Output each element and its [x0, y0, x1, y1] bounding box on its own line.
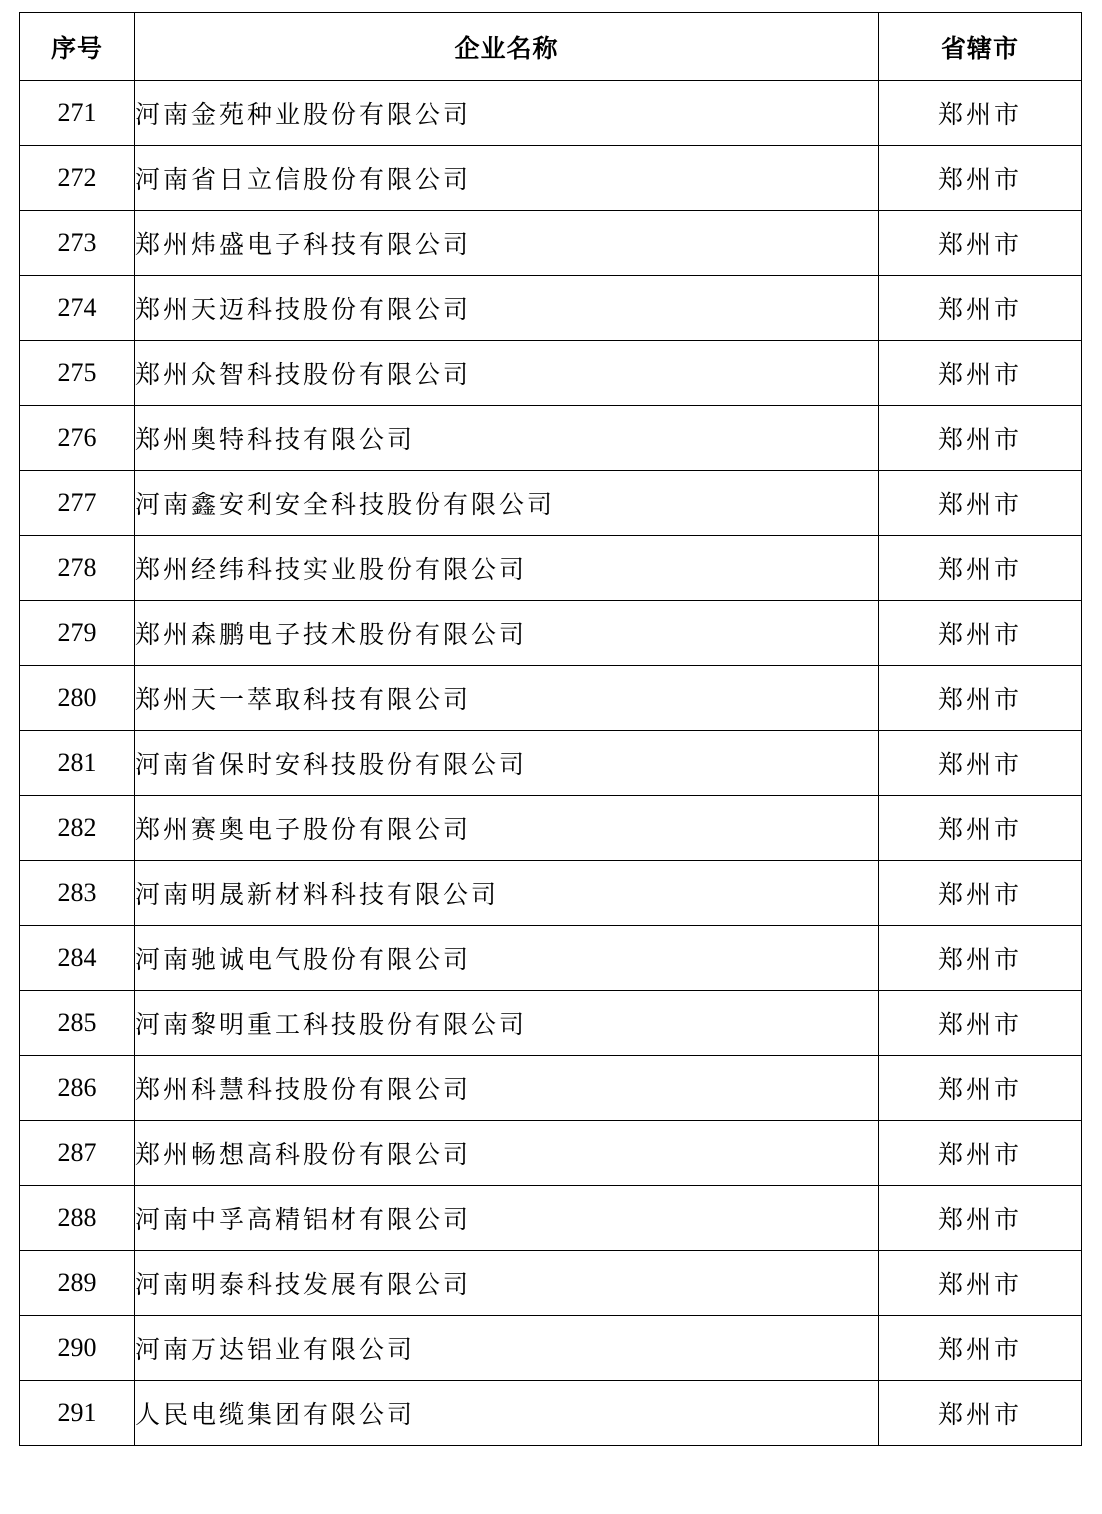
row-index: 289 — [20, 1251, 135, 1316]
row-enterprise-name: 郑州众智科技股份有限公司 — [135, 341, 879, 406]
table-header — [20, 13, 1082, 81]
row-index: 288 — [20, 1186, 135, 1251]
header-enterprise-name: 企业名称 — [135, 13, 879, 81]
row-city: 郑州市 — [879, 146, 1082, 211]
row-city: 郑州市 — [879, 601, 1082, 666]
table-row — [20, 536, 1082, 601]
row-enterprise-name: 郑州天迈科技股份有限公司 — [135, 276, 879, 341]
row-index: 271 — [20, 81, 135, 146]
row-index: 278 — [20, 536, 135, 601]
table-row — [20, 926, 1082, 991]
row-index: 290 — [20, 1316, 135, 1381]
table-row — [20, 1381, 1082, 1446]
row-city: 郑州市 — [879, 1251, 1082, 1316]
row-enterprise-name: 河南万达铝业有限公司 — [135, 1316, 879, 1381]
row-index: 291 — [20, 1381, 135, 1446]
row-enterprise-name: 河南中孚高精铝材有限公司 — [135, 1186, 879, 1251]
row-enterprise-name: 郑州赛奥电子股份有限公司 — [135, 796, 879, 861]
table-row — [20, 1056, 1082, 1121]
table-row — [20, 861, 1082, 926]
row-index: 272 — [20, 146, 135, 211]
row-city: 郑州市 — [879, 211, 1082, 276]
table-row — [20, 81, 1082, 146]
row-enterprise-name: 郑州经纬科技实业股份有限公司 — [135, 536, 879, 601]
row-city: 郑州市 — [879, 276, 1082, 341]
row-enterprise-name: 河南金苑种业股份有限公司 — [135, 81, 879, 146]
row-city: 郑州市 — [879, 731, 1082, 796]
row-enterprise-name: 人民电缆集团有限公司 — [135, 1381, 879, 1446]
row-enterprise-name: 河南明晟新材料科技有限公司 — [135, 861, 879, 926]
row-city: 郑州市 — [879, 341, 1082, 406]
row-enterprise-name: 河南省日立信股份有限公司 — [135, 146, 879, 211]
row-index: 273 — [20, 211, 135, 276]
row-index: 276 — [20, 406, 135, 471]
table-row — [20, 991, 1082, 1056]
table-row — [20, 471, 1082, 536]
table-row — [20, 796, 1082, 861]
row-index: 280 — [20, 666, 135, 731]
row-index: 282 — [20, 796, 135, 861]
row-enterprise-name: 河南黎明重工科技股份有限公司 — [135, 991, 879, 1056]
table-row — [20, 146, 1082, 211]
table-row — [20, 341, 1082, 406]
row-index: 274 — [20, 276, 135, 341]
table-row — [20, 601, 1082, 666]
table-row — [20, 211, 1082, 276]
table-row — [20, 276, 1082, 341]
row-city: 郑州市 — [879, 1056, 1082, 1121]
row-city: 郑州市 — [879, 861, 1082, 926]
row-city: 郑州市 — [879, 1381, 1082, 1446]
row-enterprise-name: 河南明泰科技发展有限公司 — [135, 1251, 879, 1316]
table-row — [20, 666, 1082, 731]
table-body — [20, 81, 1082, 1446]
row-enterprise-name: 郑州畅想高科股份有限公司 — [135, 1121, 879, 1186]
row-enterprise-name: 河南鑫安利安全科技股份有限公司 — [135, 471, 879, 536]
row-enterprise-name: 郑州天一萃取科技有限公司 — [135, 666, 879, 731]
row-index: 284 — [20, 926, 135, 991]
row-index: 287 — [20, 1121, 135, 1186]
row-city: 郑州市 — [879, 991, 1082, 1056]
row-enterprise-name: 郑州科慧科技股份有限公司 — [135, 1056, 879, 1121]
table-row — [20, 1121, 1082, 1186]
header-index: 序号 — [20, 13, 135, 81]
row-city: 郑州市 — [879, 536, 1082, 601]
row-city: 郑州市 — [879, 471, 1082, 536]
row-enterprise-name: 郑州炜盛电子科技有限公司 — [135, 211, 879, 276]
row-enterprise-name: 郑州森鹏电子技术股份有限公司 — [135, 601, 879, 666]
row-index: 285 — [20, 991, 135, 1056]
header-row — [20, 13, 1082, 81]
row-city: 郑州市 — [879, 406, 1082, 471]
row-enterprise-name: 河南驰诚电气股份有限公司 — [135, 926, 879, 991]
enterprise-table — [19, 12, 1082, 1446]
row-city: 郑州市 — [879, 666, 1082, 731]
table-row — [20, 731, 1082, 796]
row-city: 郑州市 — [879, 926, 1082, 991]
row-index: 281 — [20, 731, 135, 796]
table-row — [20, 1316, 1082, 1381]
row-index: 277 — [20, 471, 135, 536]
header-city: 省辖市 — [879, 13, 1082, 81]
row-index: 275 — [20, 341, 135, 406]
row-index: 279 — [20, 601, 135, 666]
row-city: 郑州市 — [879, 1186, 1082, 1251]
table-row — [20, 1186, 1082, 1251]
table-row — [20, 1251, 1082, 1316]
row-city: 郑州市 — [879, 1316, 1082, 1381]
row-enterprise-name: 郑州奥特科技有限公司 — [135, 406, 879, 471]
table-row — [20, 406, 1082, 471]
row-city: 郑州市 — [879, 1121, 1082, 1186]
row-index: 283 — [20, 861, 135, 926]
row-city: 郑州市 — [879, 81, 1082, 146]
row-enterprise-name: 河南省保时安科技股份有限公司 — [135, 731, 879, 796]
row-index: 286 — [20, 1056, 135, 1121]
row-city: 郑州市 — [879, 796, 1082, 861]
